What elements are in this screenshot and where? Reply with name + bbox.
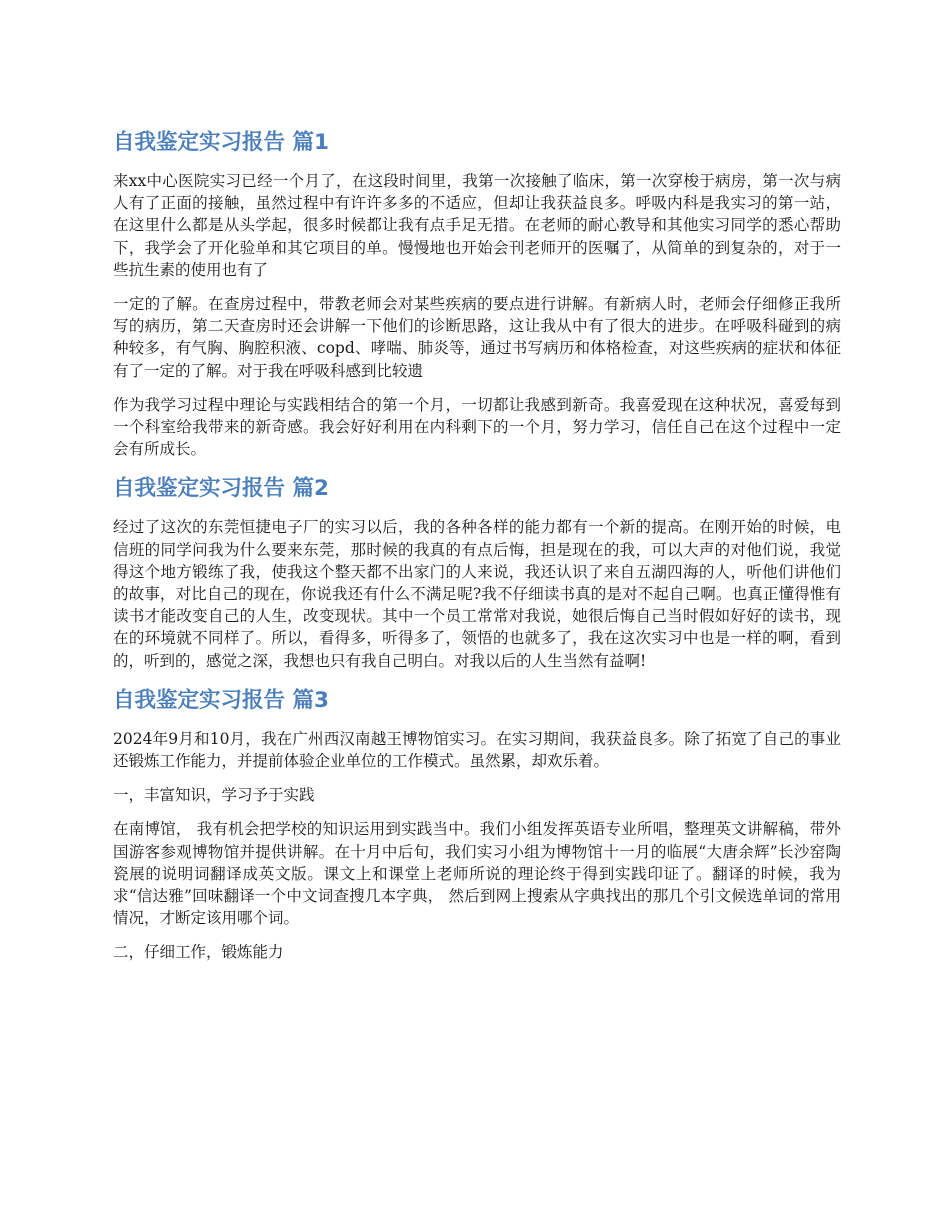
paragraph: 在南博馆， 我有机会把学校的知识运用到实践当中。我们小组发挥英语专业所唱，整理英文讲解稿，带外国游客参观博物馆并提供讲解。在十月中后旬，我们实习小组为博物馆十一月的临展“大唐余辉”长沙窑陶瓷展的说明词翻译成英文版。课文上和课堂上老师所说的理论终于得到实践印证了。翻译的时候，我为求“信达雅”回味翻译一个中文词查搜几本字典， 然后到网上搜索从字典找出的那几个引文候选单词的常用情况，才断定该用哪个词。 [113,820,841,928]
subheading-paragraph: 一，丰富知识，学习予于实践 [113,786,315,805]
section-heading: 自我鉴定实习报告 篇1 [113,130,329,155]
report-section-1 [113,126,841,460]
subheading-paragraph: 二，仔细工作，锻炼能力 [113,943,284,962]
document-page [113,126,841,976]
paragraph: 来xx中心医院实习已经一个月了，在这段时间里，我第一次接触了临床，第一次穿梭于病房，第一次与病人有了正面的接触，虽然过程中有许许多多的不适应，但却让我获益良多。呼吸内科是我实习的第一站，在这里什么都是从头学起，很多时候都让我有点手足无措。在老师的耐心教导和其他实习同学的悉心帮助下，我学会了开化验单和其它项目的单。慢慢地也开始会刊老师开的医嘱了，从简单的到复杂的，对于一些抗生素的使用也有了 [113,172,841,279]
section-heading: 自我鉴定实习报告 篇3 [113,687,329,713]
report-section-3 [113,684,841,964]
paragraph: 经过了这次的东莞恒捷电子厂的实习以后，我的各种各样的能力都有一个新的提高。在刚开始的时候，电信班的同学问我为什么要来东莞，那时候的我真的有点后悔，担是现在的我，可以大声的对他们说，我觉得这个地方锻练了我，使我这个整天都不出家门的人来说，我还认识了来自五湖四海的人，听他们讲他们的故事，对比自己的现在，你说我还有什么不满足呢?我不仔细读书真的是对不起自己啊。也真正懂得惟有读书才能改变自己的人生，改变现状。其中一个员工常常对我说，她很后悔自己当时假如好好的读书，现在的环境就不同样了。所以，看得多，听得多了，领悟的也就多了，我在这次实习中也是一样的啊，看到的，听到的，感觉之深，我想也只有我自己明白。对我以后的人生当然有益啊! [113,518,841,670]
paragraph: 一定的了解。在查房过程中，带教老师会对某些疾病的要点进行讲解。有新病人时，老师会仔细修正我所写的病历，第二天查房时还会讲解一下他们的诊断思路，这让我从中有了很大的进步。在呼吸科碰到的病种较多，有气胸、胸腔积液、copd、哮喘、肺炎等，通过书写病历和体格检查，对这些疾病的症状和体征有了一定的了解。对于我在呼吸科感到比较遗 [113,295,841,380]
section-heading: 自我鉴定实习报告 篇2 [113,476,329,502]
paragraph: 2024年9月和10月，我在广州西汉南越王博物馆实习。在实习期间，我获益良多。除了拓宽了自己的事业还锻炼工作能力，并提前体验企业单位的工作模式。虽然累，却欢乐着。 [113,729,841,771]
paragraph: 作为我学习过程中理论与实践相结合的第一个月，一切都让我感到新奇。我喜爱现在这种状况，喜爱每到一个科室给我带来的新奇感。我会好好利用在内科剩下的一个月，努力学习，信任自己在这个过程中一定会有所成长。 [113,395,841,459]
report-section-2 [113,472,841,671]
